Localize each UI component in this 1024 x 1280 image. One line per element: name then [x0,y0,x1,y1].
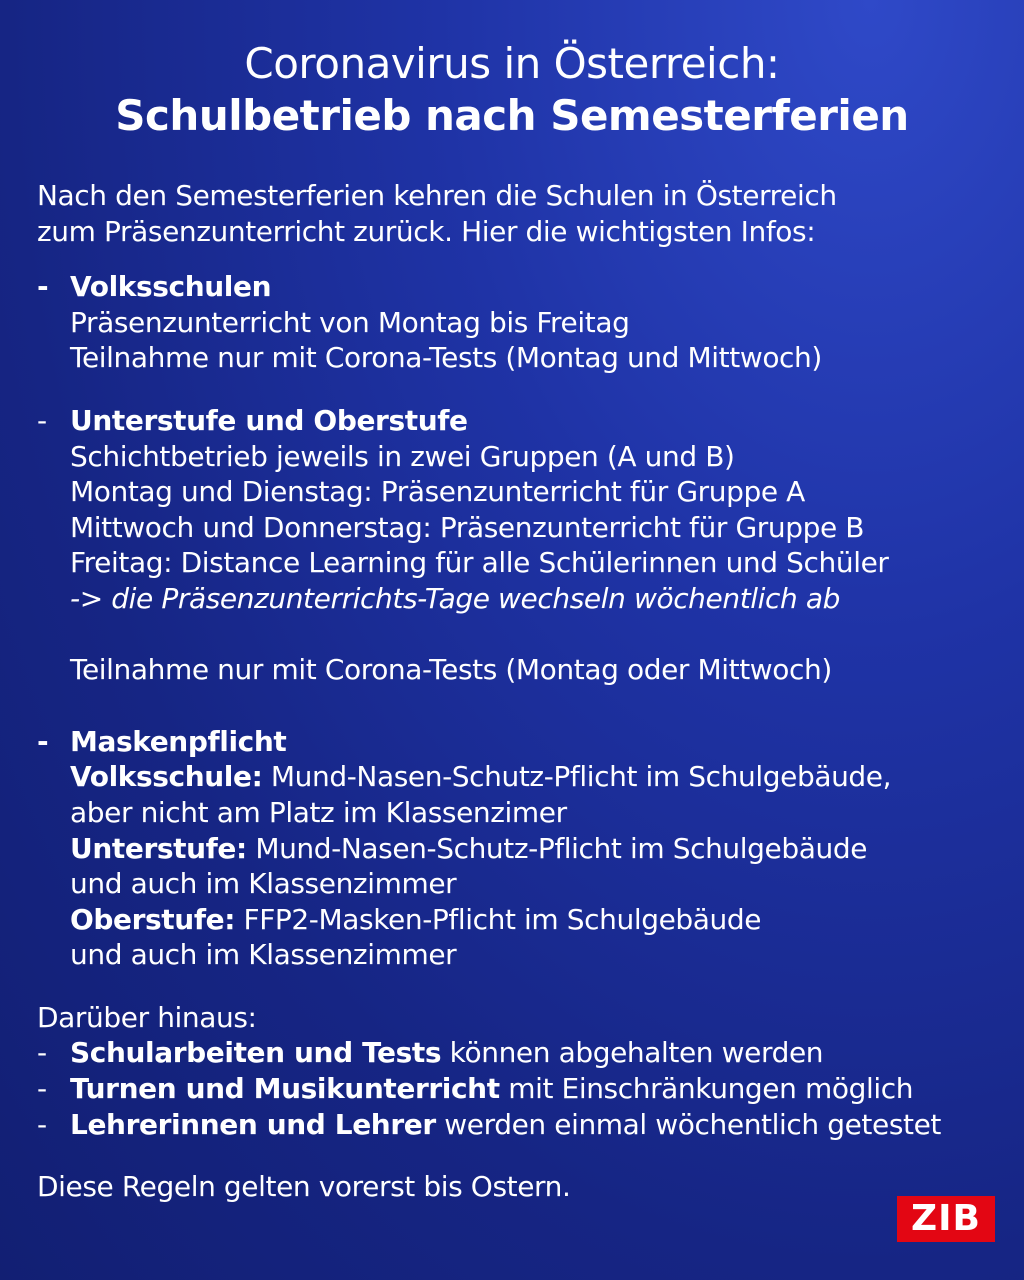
section-volksschulen [37,269,1012,376]
volksschule-label: Volksschule: [70,760,263,794]
section-line: Präsenzunterricht von Montag bis Freitag [70,305,630,339]
section-unterstufe-oberstufe [37,403,1012,688]
additional-item-text: mit Einschränkungen möglich [499,1072,914,1106]
title-block [0,38,1024,142]
section-line: Mittwoch und Donnerstag: Präsenzunterricht für Gruppe B [70,510,865,544]
oberstufe-text-2: und auch im Klassenzimmer [70,938,457,972]
additional-item [37,1107,1012,1143]
intro-line-1: Nach den Semesterferien kehren die Schulen in Österreich [37,179,837,212]
footer-text: Diese Regeln gelten vorerst bis Ostern. [37,1170,571,1204]
additional-item-text: können abgehalten werden [441,1036,824,1070]
bullet-dash: - [37,403,47,437]
additional-item [37,1071,1012,1107]
unterstufe-label: Unterstufe: [70,831,247,865]
title-line-1: Coronavirus in Österreich: [244,39,780,88]
section-line: Montag und Dienstag: Präsenzunterricht für Gruppe A [70,475,805,509]
intro-line-2: zum Präsenzunterricht zurück. Hier die wichtigsten Infos: [37,214,816,248]
additional-item-bold: Turnen und Musikunterricht [70,1072,500,1106]
bullet-dash: - [37,1107,47,1141]
title-line-2: Schulbetrieb nach Semesterferien [115,91,909,140]
bullet-dash: - [37,270,49,304]
section-heading: Unterstufe und Oberstufe [70,403,468,437]
additional-heading: Darüber hinaus: [37,1000,257,1034]
unterstufe-text: Mund-Nasen-Schutz-Pflicht im Schulgebäude [246,831,868,865]
section-line: Freitag: Distance Learning für alle Schülerinnen und Schüler [70,546,889,580]
bullet-dash: - [37,724,49,758]
section-maskenpflicht [37,724,1012,973]
unterstufe-text-2: und auch im Klassenzimmer [70,867,457,901]
additional-item-bold: Lehrerinnen und Lehrer [70,1107,436,1141]
section-heading: Maskenpflicht [70,724,287,758]
section-note: -> die Präsenzunterrichts-Tage wechseln wöchentlich ab [70,581,841,615]
volksschule-text-2: aber nicht am Platz im Klassenzimer [70,795,567,829]
content [37,178,1012,1205]
additional-item-bold: Schularbeiten und Tests [70,1036,442,1070]
additional-item [37,1035,1012,1071]
bullet-dash: - [37,1036,47,1070]
section-heading: Volksschulen [70,270,272,304]
additional-item-text: werden einmal wöchentlich getestet [435,1107,942,1141]
zib-logo: ZIB [897,1196,995,1242]
oberstufe-label: Oberstufe: [70,902,235,936]
oberstufe-text: FFP2-Masken-Pflicht im Schulgebäude [235,902,762,936]
volksschule-text: Mund-Nasen-Schutz-Pflicht im Schulgebäude, [262,760,892,794]
section-line: Teilnahme nur mit Corona-Tests (Montag und Mittwoch) [70,341,822,375]
section-line: Schichtbetrieb jeweils in zwei Gruppen (A und B) [70,439,735,473]
section-tests-line: Teilnahme nur mit Corona-Tests (Montag oder Mittwoch) [70,653,832,687]
bullet-dash: - [37,1072,47,1106]
